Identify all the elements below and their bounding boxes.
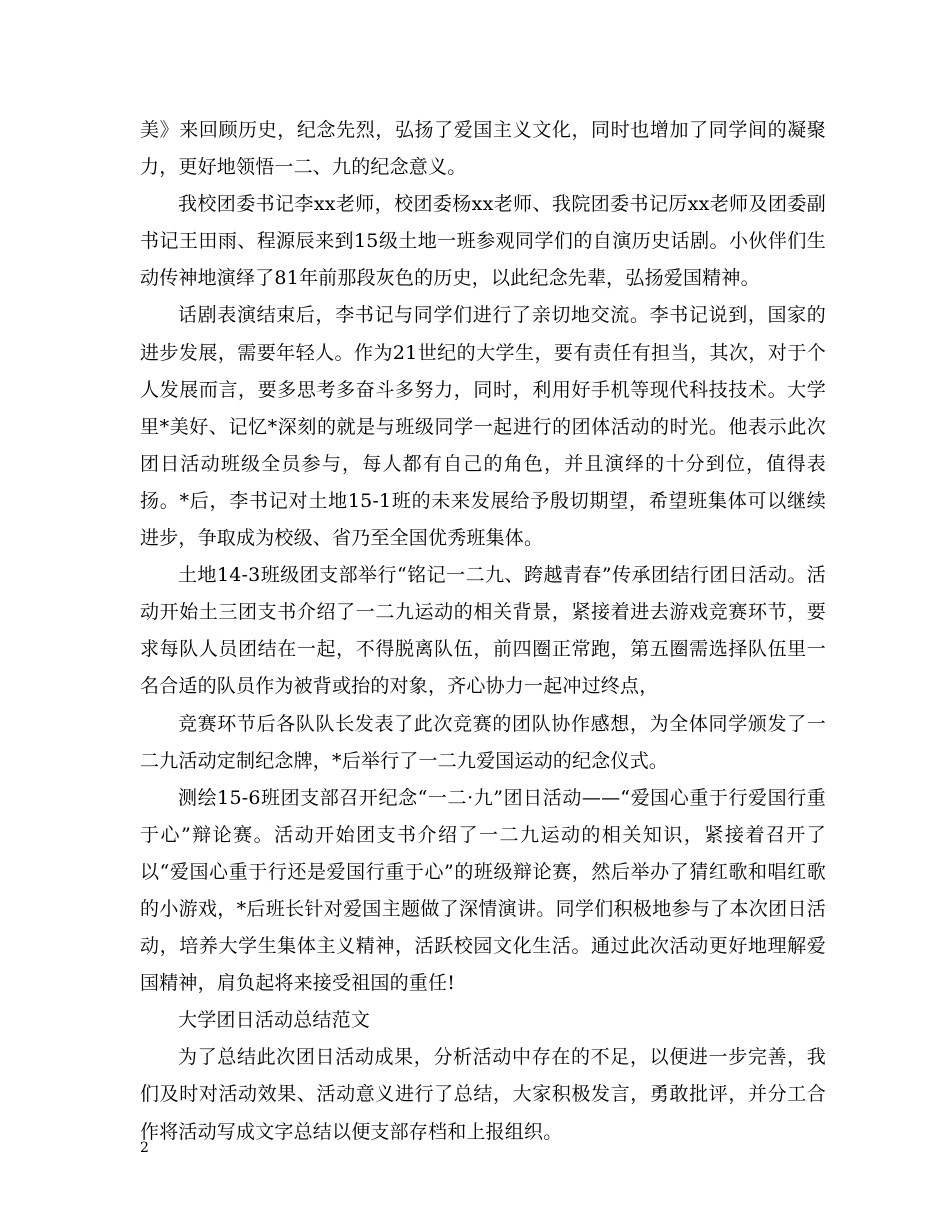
paragraph: 竞赛环节后各队队长发表了此次竞赛的团队协作感想，为全体同学颁发了一二九活动定制纪念牌，*后举行了一二九爱国运动的纪念仪式。 [140, 712, 826, 772]
page-number: 2 [140, 1140, 149, 1156]
paragraph: 测绘15-6班团支部召开纪念“一二·九”团日活动——“爱国心重于行爱国行重于心”辩论赛。活动开始团支书介绍了一二九运动的相关知识，紧接着召开了以“爱国心重于行还是爱国行重于心”的班级辩论赛，然后举办了猜红歌和唱红歌的小游戏，*后班长针对爱国主题做了深情演讲。同学们积极地参与了本次团日活动，培养大学生集体主义精神，活跃校园文化生活。通过此次活动更好地理解爱国精神，肩负起将来接受祖国的重任! [140, 786, 826, 995]
paragraph: 美》来回顾历史，纪念先烈，弘扬了爱国主义文化，同时也增加了同学间的凝聚力，更好地领悟一二、九的纪念意义。 [140, 119, 826, 179]
body-text [140, 112, 826, 1151]
paragraph: 话剧表演结束后，李书记与同学们进行了亲切地交流。李书记说到，国家的进步发展，需要年轻人。作为21世纪的大学生，要有责任有担当，其次，对于个人发展而言，要多思考多奋斗多努力，同时，利用好手机等现代科技技术。大学里*美好、记忆*深刻的就是与班级同学一起进行的团体活动的时光。他表示此次团日活动班级全员参与，每人都有自己的角色，并且演绎的十分到位，值得表扬。*后，李书记对土地15-1班的未来发展给予殷切期望，希望班集体可以继续进步，争取成为校级、省乃至全国优秀班集体。 [140, 304, 826, 550]
section-heading: 大学团日活动总结范文 [178, 1009, 371, 1032]
paragraph: 为了总结此次团日活动成果，分析活动中存在的不足，以便进一步完善，我们及时对活动效果、活动意义进行了总结，大家积极发言，勇敢批评，并分工合作将活动写成文字总结以便支部存档和上报组织。 [140, 1046, 826, 1143]
paragraph: 土地14-3班级团支部举行“铭记一二九、跨越青春”传承团结行团日活动。活动开始土三团支书介绍了一二九运动的相关背景，紧接着进去游戏竞赛环节，要求每队人员团结在一起，不得脱离队伍，前四圈正常跑，第五圈需选择队伍里一名合适的队员作为被背或抬的对象，齐心协力一起冲过终点， [140, 564, 826, 698]
paragraph: 我校团委书记李xx老师，校团委杨xx老师、我院团委书记厉xx老师及团委副书记王田雨、程源辰来到15级土地一班参观同学们的自演历史话剧。小伙伴们生动传神地演绎了81年前那段灰色的历史，以此纪念先辈，弘扬爱国精神。 [140, 193, 826, 290]
